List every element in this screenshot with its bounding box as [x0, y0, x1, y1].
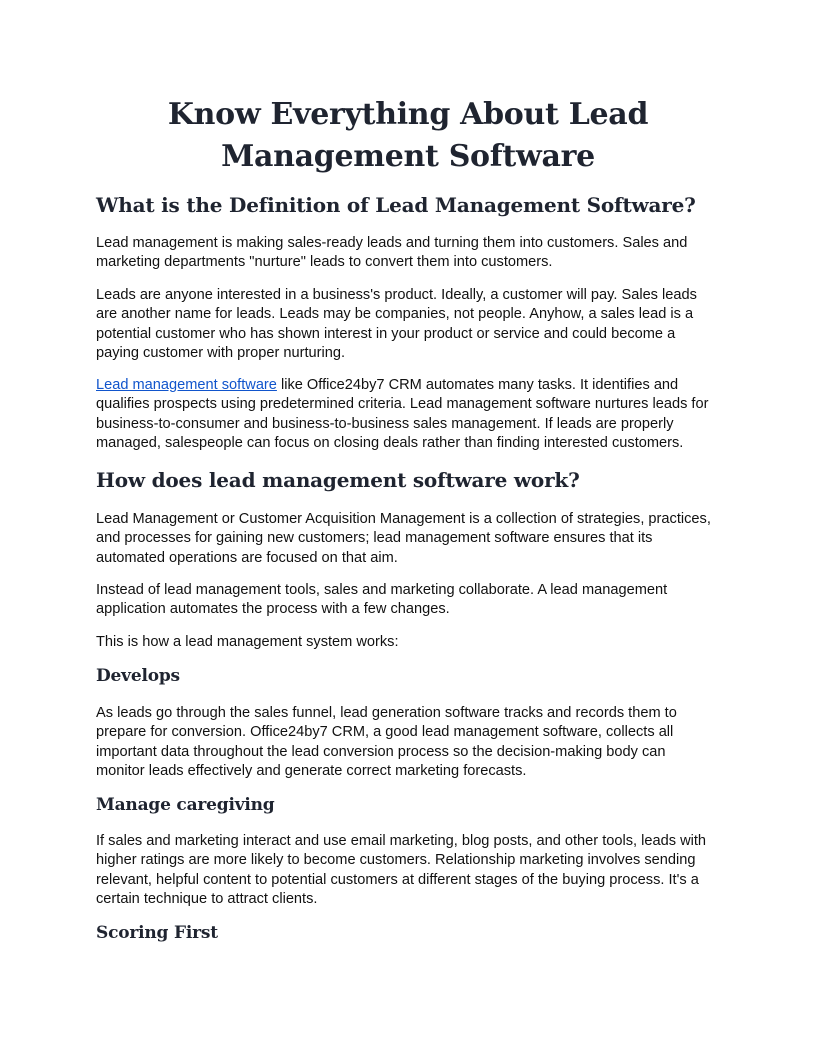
paragraph-line: As leads go through the sales funnel, lead generation software tracks and records them to: [96, 705, 677, 721]
paragraph-line: certain technique to attract clients.: [96, 891, 318, 908]
section-heading-how-it-works: How does lead management software work?: [96, 468, 580, 492]
paragraph-line: If sales and marketing interact and use email marketing, blog posts, and other tools, leads with: [96, 833, 707, 849]
paragraph-line: Lead management is making sales-ready leads and turning them into customers. Sales and: [96, 235, 688, 251]
subheading-develops: Develops: [96, 666, 180, 686]
paragraph-line: managed, salespeople can focus on closing deals rather than finding interested customers.: [96, 435, 684, 452]
subheading-manage-caregiving: Manage caregiving: [96, 795, 275, 815]
paragraph-line: higher ratings are more likely to become customers. Relationship marketing involves sending: [96, 852, 696, 869]
paragraph-line: relevant, helpful content to potential customers at different stages of the buying process. It's a: [96, 871, 699, 888]
paragraph: [96, 704, 720, 782]
lead-management-software-link[interactable]: Lead management software: [96, 377, 277, 393]
paragraph: [96, 832, 720, 910]
paragraph-line: qualifies prospects using predetermined criteria. Lead management software nurtures leads for: [96, 396, 709, 413]
paragraph: [96, 510, 720, 568]
paragraph-line: are another name for leads. Leads may be companies, not people. Anyhow, a sales lead is a: [96, 306, 694, 323]
paragraph: [96, 581, 720, 620]
subheading-scoring-first: Scoring First: [96, 923, 218, 943]
paragraph-line: This is how a lead management system works:: [96, 634, 399, 650]
page-title: [96, 94, 720, 178]
title-line: Know Everything About Lead: [167, 97, 649, 132]
paragraph-line: potential customer who has shown interest in your product or service and could become a: [96, 325, 676, 342]
paragraph-text: like Office24by7 CRM automates many tasks. It identifies and: [276, 377, 679, 393]
paragraph-line: paying customer with proper nurturing.: [96, 345, 346, 362]
paragraph: [96, 234, 720, 273]
paragraph-line: marketing departments "nurture" leads to convert them into customers.: [96, 254, 553, 271]
paragraph-line: prepare for conversion. Office24by7 CRM, a good lead management software, collects all: [96, 724, 674, 741]
paragraph: [96, 286, 720, 364]
paragraph-line: monitor leads effectively and generate correct marketing forecasts.: [96, 763, 527, 780]
paragraph: [96, 376, 720, 454]
title-line: Management Software: [221, 139, 595, 174]
paragraph-line: application automates the process with a few changes.: [96, 601, 450, 618]
paragraph-line: Leads are anyone interested in a business's product. Ideally, a customer will pay. Sales leads: [96, 287, 697, 303]
paragraph-line: [96, 376, 720, 395]
section-heading-definition: What is the Definition of Lead Management Software?: [96, 193, 696, 217]
paragraph-line: automated operations are focused on that aim.: [96, 549, 398, 566]
paragraph-line: and processes for gaining new customers; lead management software ensures that its: [96, 530, 653, 547]
paragraph-line: business-to-consumer and business-to-business sales management. If leads are properly: [96, 415, 674, 432]
paragraph-line: important data throughout the lead conversion process so the decision-making body can: [96, 743, 666, 760]
paragraph-line: Instead of lead management tools, sales and marketing collaborate. A lead management: [96, 582, 668, 598]
paragraph: [96, 633, 720, 652]
paragraph-line: Lead Management or Customer Acquisition Management is a collection of strategies, practices,: [96, 511, 711, 527]
